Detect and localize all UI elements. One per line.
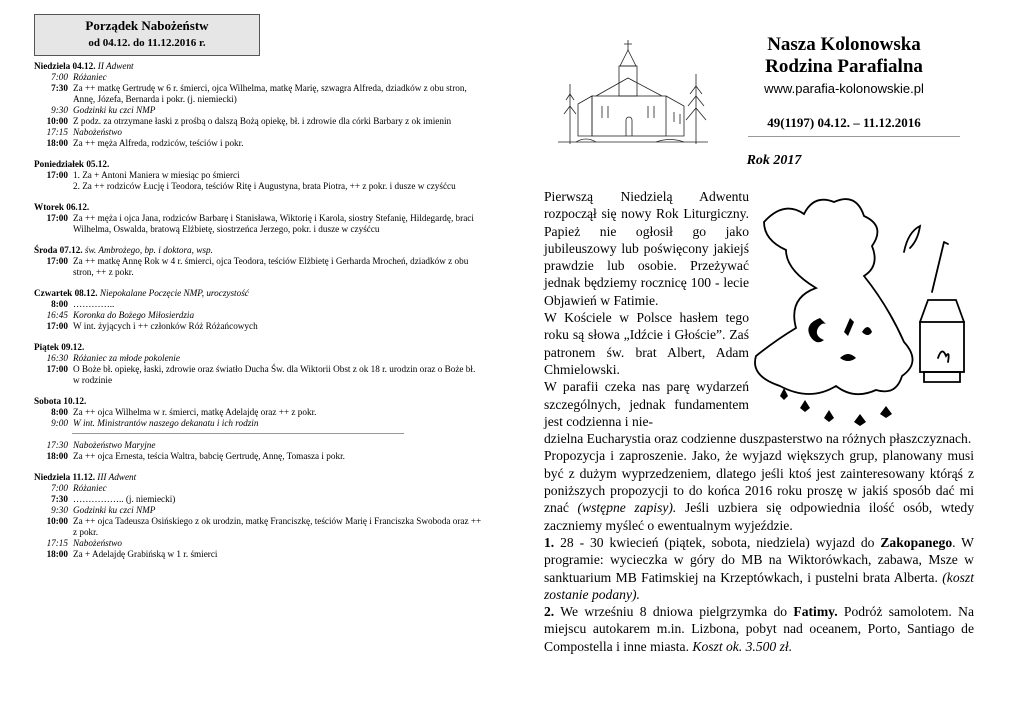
mass-intention: Różaniec: [73, 483, 107, 493]
mass-time: 9:30: [51, 505, 68, 515]
mass-time: 7:00: [51, 72, 68, 82]
mass-intention: Godzinki ku czci NMP: [73, 105, 156, 115]
schedule-list: [34, 61, 484, 560]
mass-entry: [34, 256, 484, 278]
mass-intention: Godzinki ku czci NMP: [73, 505, 156, 515]
divider: [72, 433, 404, 434]
day-heading: [34, 472, 484, 483]
mass-time: 17:00: [46, 321, 68, 331]
mass-entry: [34, 516, 484, 538]
mass-time: 16:30: [46, 353, 68, 363]
schedule-header-box: [34, 14, 260, 56]
mass-entry: [34, 299, 484, 310]
article-paragraph: W parafii czeka nas parę wydarzeń szczególnych, jednak fundamentem jest codzienna i nie-: [544, 379, 749, 429]
day-heading: [34, 288, 484, 299]
text: 28 - 30 kwiecień (piątek, sobota, niedziela) wyjazd do: [554, 534, 881, 550]
mass-intention: Za + Adelajdę Grabińską w 1 r. śmierci: [73, 549, 218, 559]
article-paragraph: Pierwszą Niedzielą Adwentu rozpoczął się nowy Rok Liturgiczny. Papież nie ogłosił go jako jubileuszowy lub poświęcony jakiejś prawdzie lub osobie. Przeżywać jednak będziemy rocznicę 100 - lecie Objawień w Fatimie.: [544, 189, 749, 308]
mass-entry: [34, 72, 484, 83]
article-paragraph: W Kościele w Polsce hasłem tego roku są słowa „Idźcie i Głoście”. Zaś patronem św. brat Albert, Adam Chmielowski.: [544, 310, 749, 377]
mass-intention: W int. Ministrantów naszego dekanatu i ich rodzin: [73, 418, 259, 428]
day-date: Czwartek 08.12.: [34, 288, 98, 298]
mass-time: 9:30: [51, 105, 68, 115]
text: Fatimy.: [793, 604, 838, 620]
mass-entry: [34, 538, 484, 549]
mass-entry: [34, 483, 484, 494]
mass-intention: Za ++ matkę Gertrudę w 6 r. śmierci, ojca Wilhelma, matkę Marię, szwagra Alfreda, dziadków z obu stron, Annę, Józefa, Bernarda i pokr. (j. niemiecki): [73, 83, 467, 104]
mass-time: 17:30: [46, 440, 68, 450]
mass-time: 18:00: [46, 549, 68, 559]
mass-entry: [34, 353, 484, 364]
mass-intention: 1. Za + Antoni Maniera w miesiąc po śmierci: [73, 170, 240, 180]
text: Jeśli uzbiera się odpowiednia ilość osób, wtedy zaczniemy myśleć o ewentualnym wyjeździe.: [544, 500, 975, 533]
article-paragraph: dzielna Eucharystia oraz codzienne duszpasterstwo na różnych płaszczyznach.: [544, 431, 972, 447]
mass-time: 17:15: [46, 538, 68, 548]
item-number: 2.: [544, 604, 555, 620]
mass-intention: 2. Za ++ rodziców Łucję i Teodora, teściów Ritę i Augustyna, brata Piotra, ++ z pokr. i dusze w czyśćcu: [73, 181, 456, 191]
mass-entry: [34, 310, 484, 321]
mass-time: 18:00: [46, 138, 68, 148]
day-feast: Niepokalane Poczęcie NMP, uroczystość: [99, 288, 249, 298]
mass-time: 17:15: [46, 127, 68, 137]
day-heading: [34, 202, 484, 213]
mass-time: 7:30: [51, 494, 68, 504]
issue-number: 49(1197) 04.12. – 11.12.2016: [767, 115, 921, 130]
mass-intention: Różaniec: [73, 72, 107, 82]
day-date: Sobota 10.12.: [34, 396, 87, 406]
article-heading: Rok 2017: [746, 153, 802, 168]
mass-time: [34, 181, 73, 192]
item-number: 1.: [544, 534, 555, 550]
mass-entry: [34, 407, 484, 418]
trip-item: [544, 603, 974, 655]
parish-website-link[interactable]: www.parafia-kolonowskie.pl: [764, 81, 924, 96]
day-date: Poniedziałek 05.12.: [34, 159, 110, 169]
mass-time: 7:00: [51, 483, 68, 493]
mass-entry: [34, 321, 484, 332]
day-feast: III Adwent: [97, 472, 137, 482]
mass-intention: Z podz. za otrzymane łaski z prośbą o dalszą Bożą opiekę, bł. i zdrowie dla córki Barbary z ok imienin: [73, 116, 452, 126]
mass-intention: Nabożeństwo Maryjne: [73, 440, 156, 450]
mass-entry: [34, 440, 484, 451]
day-date: Piątek 09.12.: [34, 342, 85, 352]
masthead-title-line2: Rodzina Parafialna: [765, 56, 923, 77]
mass-intention: Koronka do Bożego Miłosierdzia: [73, 310, 195, 320]
text: We wrześniu 8 dniowa pielgrzymka do: [554, 604, 794, 620]
mass-entry: [34, 83, 484, 105]
mass-intention: Za ++ matkę Annę Rok w 4 r. śmierci, ojca Teodora, teściów Elżbietę i Gerharda Mrocheń, dziadków z obu stron, ++ z pokr.: [73, 256, 469, 277]
mass-entry: [34, 181, 484, 192]
mass-intention: Nabożeństwo: [73, 538, 123, 548]
mass-entry: [34, 418, 484, 429]
day-feast: II Adwent: [97, 61, 134, 71]
mass-entry: [34, 505, 484, 516]
mass-entry: [34, 105, 484, 116]
mass-entry: [34, 138, 484, 149]
mass-entry: [34, 494, 484, 505]
mass-intention: Różaniec za młode pokolenie: [73, 353, 180, 363]
mass-time: 8:00: [51, 407, 68, 417]
day-date: Wtorek 06.12.: [34, 202, 90, 212]
mass-entry: [34, 549, 484, 560]
text: Koszt ok. 3.500 zł.: [692, 638, 793, 654]
mass-time: 17:00: [46, 256, 68, 266]
article-body: [544, 188, 974, 655]
text: Podróż samolotem. Na miejscu autokarem m.in. Lizbona, pobyt nad oceanem, Porto, Santiago de Compostella i inne miasta.: [544, 604, 974, 654]
day-heading: [34, 396, 484, 407]
day-heading: [34, 342, 484, 353]
mass-intention: Za ++ męża i ojca Jana, rodziców Barbarę i Stanisława, Wiktorię i Karola, siostry Stefanię, Hildegardę, braci Wilhelma, Oswalda, bratową Elżbietę, siostrzeńca Jerzego, pokr. i dusze w czyśćcu: [73, 213, 474, 234]
article-paragraph: [544, 447, 974, 533]
day-date: Niedziela 04.12.: [34, 61, 96, 71]
mass-entry: [34, 170, 484, 181]
trip-item: [544, 534, 974, 603]
mass-entry: [34, 127, 484, 138]
mass-time: 9:00: [51, 418, 68, 428]
text: . W programie: wycieczka w góry do MB na Wiktorówkach, zabawa, Msze w sanktuarium MB Fatimskiej na Krzeptówkach, i pustelni brata Alberta.: [544, 534, 974, 585]
schedule-title: Porządek Nabożeństw: [85, 18, 209, 33]
mass-intention: O Boże bł. opiekę, łaski, zdrowie oraz światło Ducha Św. dla Wiktorii Obst z ok 18 r. urodzin oraz o Boże bł. w rodzinie: [73, 364, 476, 385]
mass-time: 17:00: [46, 170, 68, 180]
text: Zakopanego: [880, 534, 953, 550]
day-date: Środa 07.12.: [34, 245, 83, 255]
mass-intention: …………….. (j. niemiecki): [73, 494, 176, 504]
masthead-title-line1: Nasza Kolonowska: [767, 34, 921, 55]
day-heading: [34, 245, 484, 256]
schedule-dates: od 04.12. do 11.12.2016 r.: [88, 37, 206, 49]
mass-entry: [34, 116, 484, 127]
day-heading: [34, 159, 484, 170]
mass-intention: W int. żyjących i ++ członków Róż Różańcowych: [73, 321, 258, 331]
day-feast: św. Ambrożego, bp. i doktora, wsp.: [84, 245, 213, 255]
mass-time: 17:00: [46, 364, 68, 374]
mass-intention: Za ++ ojca Ernesta, teścia Waltra, babcię Gertrudę, Annę, Tomasza i pokr.: [73, 451, 345, 461]
church-illustration-icon: [556, 34, 712, 152]
mass-entry: [34, 213, 484, 235]
mass-time: 17:00: [46, 213, 68, 223]
divider: [748, 136, 960, 137]
mass-intention: Za ++ ojca Wilhelma w r. śmierci, matkę Adelajdę oraz ++ z pokr.: [73, 407, 317, 417]
mass-time: 10:00: [46, 516, 68, 526]
mass-time: 7:30: [51, 83, 68, 93]
mass-intention: Za ++ ojca Tadeusza Osińskiego z ok urodzin, matkę Franciszkę, teściów Marię i Franciszka Swoboda oraz ++ z pokr.: [73, 516, 482, 537]
mass-intention: …………..: [73, 299, 115, 309]
mass-time: 8:00: [51, 299, 68, 309]
mass-intention: Nabożeństwo: [73, 127, 123, 137]
text: (wstępne zapisy).: [577, 500, 677, 516]
text: Propozycja i zaproszenie. Jako, że wyjazd większych grup, planowany musi być z dużym wyprzedzeniem, dlatego jeśli ktoś jest zainteresowany którąś z poniższych propozycji to do końca 2016 roku proszę w jakiś sposób dać mi znać: [544, 448, 974, 516]
day-heading: [34, 61, 484, 72]
mass-intention: Za ++ męża Alfreda, rodziców, teściów i pokr.: [73, 138, 244, 148]
mass-time: 18:00: [46, 451, 68, 461]
masthead-title: [714, 34, 974, 78]
mass-time: 16:45: [46, 310, 68, 320]
mass-entry: [34, 451, 484, 462]
day-date: Niedziela 11.12.: [34, 472, 95, 482]
mass-entry: [34, 364, 484, 386]
mass-time: 10:00: [46, 116, 68, 126]
text: (koszt zostanie podany).: [544, 569, 974, 602]
